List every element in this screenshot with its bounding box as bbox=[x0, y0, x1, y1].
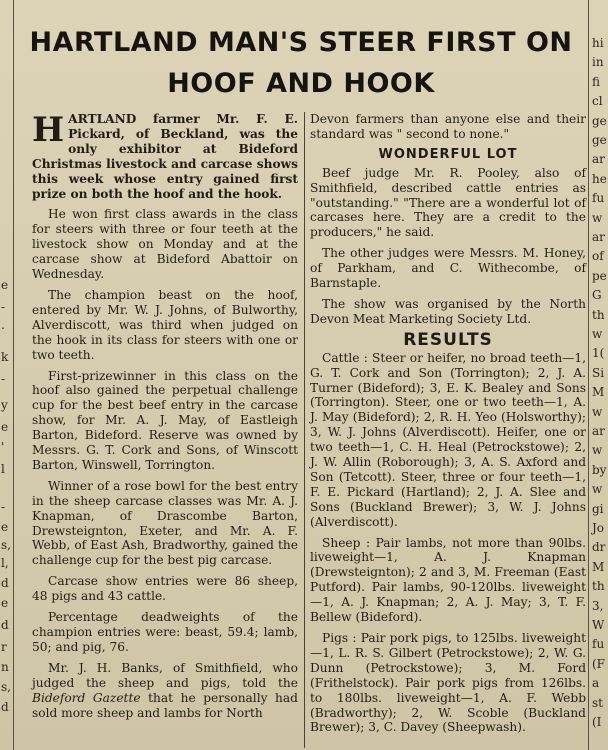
margin-fragment: s, bbox=[1, 538, 11, 552]
margin-fragment: e bbox=[1, 596, 9, 610]
margin-fragment: . bbox=[1, 318, 5, 332]
margin-fragment: d bbox=[1, 618, 9, 632]
drop-cap: H bbox=[32, 110, 65, 150]
adjacent-column-right-fragment bbox=[590, 0, 608, 750]
margin-fragment: fu bbox=[592, 191, 605, 206]
margin-fragment: w bbox=[592, 327, 603, 341]
margin-fragment: k bbox=[1, 350, 9, 364]
margin-fragment: ' bbox=[1, 440, 5, 454]
margin-fragment: fi bbox=[592, 74, 601, 89]
column-divider bbox=[304, 112, 305, 748]
margin-fragment: dr bbox=[592, 540, 606, 555]
margin-fragment: ar bbox=[592, 230, 605, 244]
margin-fragment: w bbox=[592, 404, 603, 419]
margin-fragment: ge bbox=[592, 133, 607, 147]
margin-fragment: - bbox=[1, 500, 6, 514]
margin-fragment: - bbox=[1, 300, 6, 314]
margin-fragment: a bbox=[592, 676, 600, 691]
paragraph: Mr. J. H. Banks, of Smithfield, who judged the sheep and pigs, told the Bideford Gazette that he personally had sold more sheep and lambs for North bbox=[32, 660, 298, 720]
margin-fragment: w bbox=[592, 210, 603, 225]
margin-fragment: pe bbox=[592, 268, 607, 283]
margin-fragment: l, bbox=[1, 556, 9, 570]
margin-fragment: r bbox=[1, 640, 7, 654]
margin-fragment: (I bbox=[592, 715, 602, 729]
headline bbox=[16, 22, 586, 104]
article-column-2 bbox=[310, 112, 586, 741]
margin-fragment: th bbox=[592, 579, 605, 594]
results-cattle: Cattle : Steer or heifer, no broad teeth—1, G. T. Cork and Son (Torrington); 2, J. A. Turner (Bideford); 3, E. K. Bealey and Sons (Torrington). Steer, one or two teeth—1, A. J. May (Bideford); 2, R. H. Yeo (Holsworthy); 3, W. J. Johns (Alverdiscott). Heifer, one or two teeth—1, C. H. Heal (Petrockstowe); 2, J. W. Allin (Roborough); 3, A. S. Axford and Son (Tetcott). Steer, three or four teeth—1, F. E. Pickard (Hartland); 2, J. A. Slee and Sons (Buckland Brewer); 3, W. J. Johns (Alverdiscott). bbox=[310, 350, 586, 529]
margin-fragment: y bbox=[1, 398, 8, 412]
margin-fragment: ar bbox=[592, 152, 605, 167]
margin-fragment: d bbox=[1, 576, 9, 590]
results-pigs: Pigs : Pair pork pigs, to 125lbs. liveweight—1, L. R. S. Gilbert (Petrockstowe); 2, W. G. Dunn (Petrockstowe); 3, M. Ford (Frithelstock). Pair pork pigs from 126lbs. to 180lbs. liveweight—1, A. F. Webb (Bradworthy); 2, W. Scoble (Buckland Brewer); 3, C. Davey (Sheepwash). bbox=[310, 631, 586, 735]
paragraph: The other judges were Messrs. M. Honey, of Parkham, and C. Withecombe, of Barnstaple. bbox=[310, 246, 586, 291]
margin-fragment: gi bbox=[592, 501, 604, 516]
margin-fragment: w bbox=[592, 443, 603, 458]
results-heading: RESULTS bbox=[403, 329, 493, 350]
paragraph: Beef judge Mr. R. Pooley, also of Smithfield, described cattle entries as "outstanding." "There are a wonderful lot of carcases here. They are a credit to the producers," he said. bbox=[310, 165, 586, 240]
margin-fragment: ar bbox=[592, 424, 605, 438]
margin-fragment: by bbox=[592, 462, 607, 477]
column-rule-left bbox=[13, 0, 14, 750]
paragraph: Winner of a rose bowl for the best entry in the sheep carcase classes was Mr. A. J. Knapman, of Drascombe Barton, Drewsteignton, Exeter, and Mr. A. F. Webb, of East Ash, Bradworthy, gained the challenge cup for the best pig carcase. bbox=[32, 478, 298, 568]
margin-fragment: s, bbox=[1, 680, 11, 694]
paragraph: The champion beast on the hoof, entered by Mr. W. J. Johns, of Bulworthy, Alverdiscott, was third when judged on the hook in its class for steers with one or two teeth. bbox=[32, 287, 298, 362]
margin-fragment: 1( bbox=[592, 346, 605, 361]
margin-fragment: ge bbox=[592, 113, 607, 128]
article-column-1 bbox=[32, 112, 298, 726]
margin-fragment: G bbox=[592, 288, 602, 303]
margin-fragment: e bbox=[1, 520, 9, 534]
margin-fragment: - bbox=[1, 372, 6, 386]
paragraph: First-prizewinner in this class on the hoof also gained the perpetual challenge cup for the best beef entry in the carcase show, for Mr. A. J. May, of Eastleigh Barton, Bideford. Reserve was owned by Messrs. G. T. Cork and Sons, of Winscott Barton, Winswell, Torrington. bbox=[32, 368, 298, 472]
paragraph: He won first class awards in the class for steers with three or four teeth at the livestock show on Monday and at the carcase show at Bideford Abattoir on Wednesday. bbox=[32, 207, 298, 282]
column-rule-right bbox=[588, 0, 589, 750]
paragraph: Percentage deadweights of the champion entries were: beast, 59.4; lamb, 50; and pig, 76. bbox=[32, 610, 298, 654]
margin-fragment: Jo bbox=[592, 521, 605, 535]
newspaper-name: Bideford Gazette bbox=[32, 690, 141, 705]
margin-fragment: e bbox=[1, 420, 9, 434]
margin-fragment: st bbox=[592, 695, 603, 710]
margin-fragment: fu bbox=[592, 637, 605, 652]
headline-line-2: HOOF AND HOOK bbox=[167, 68, 435, 99]
paragraph-continued: Devon farmers than anyone else and their standard was " second to none." bbox=[310, 112, 586, 141]
margin-fragment: in bbox=[592, 55, 604, 70]
margin-fragment: e bbox=[1, 278, 9, 292]
subheading-wonderful-lot: WONDERFUL LOT bbox=[378, 146, 518, 162]
paragraph: Carcase show entries were 86 sheep, 48 pigs and 43 cattle. bbox=[32, 574, 298, 604]
margin-fragment: n bbox=[1, 660, 9, 674]
margin-fragment: W bbox=[592, 618, 605, 632]
paragraph: The show was organised by the North Devon Meat Marketing Society Ltd. bbox=[310, 296, 586, 326]
margin-fragment: 3, bbox=[592, 598, 604, 613]
headline-line-1: HARTLAND MAN'S STEER FIRST ON bbox=[29, 27, 573, 58]
results-sheep: Sheep : Pair lambs, not more than 90lbs. liveweight—1, A. J. Knapman (Drewsteignton); 2 and 3, M. Freeman (East Putford). Pair lambs, 90-120lbs. liveweight—1, A. J. Knapman; 2, A. J. May; 3, T. F. Bellew (Bideford). bbox=[310, 535, 586, 625]
margin-fragment: M bbox=[592, 385, 605, 400]
lead-paragraph: HARTLAND farmer Mr. F. E. Pickard, of Beckland, was the only exhibitor at Bideford Christmas livestock and carcase shows this week whose entry gained first prize on both the hoof and the hook. bbox=[32, 110, 298, 201]
margin-fragment: (F bbox=[592, 656, 606, 671]
margin-fragment: of bbox=[592, 249, 604, 264]
adjacent-column-left-fragment bbox=[0, 0, 12, 750]
margin-fragment: w bbox=[592, 482, 603, 497]
margin-fragment: Si bbox=[592, 365, 605, 380]
margin-fragment: M bbox=[592, 559, 605, 574]
margin-fragment: d bbox=[1, 700, 9, 714]
margin-fragment: th bbox=[592, 307, 605, 322]
margin-fragment: he bbox=[592, 171, 607, 186]
margin-fragment: cl bbox=[592, 94, 603, 109]
margin-fragment: l bbox=[1, 462, 5, 476]
margin-fragment: hi bbox=[592, 36, 604, 50]
